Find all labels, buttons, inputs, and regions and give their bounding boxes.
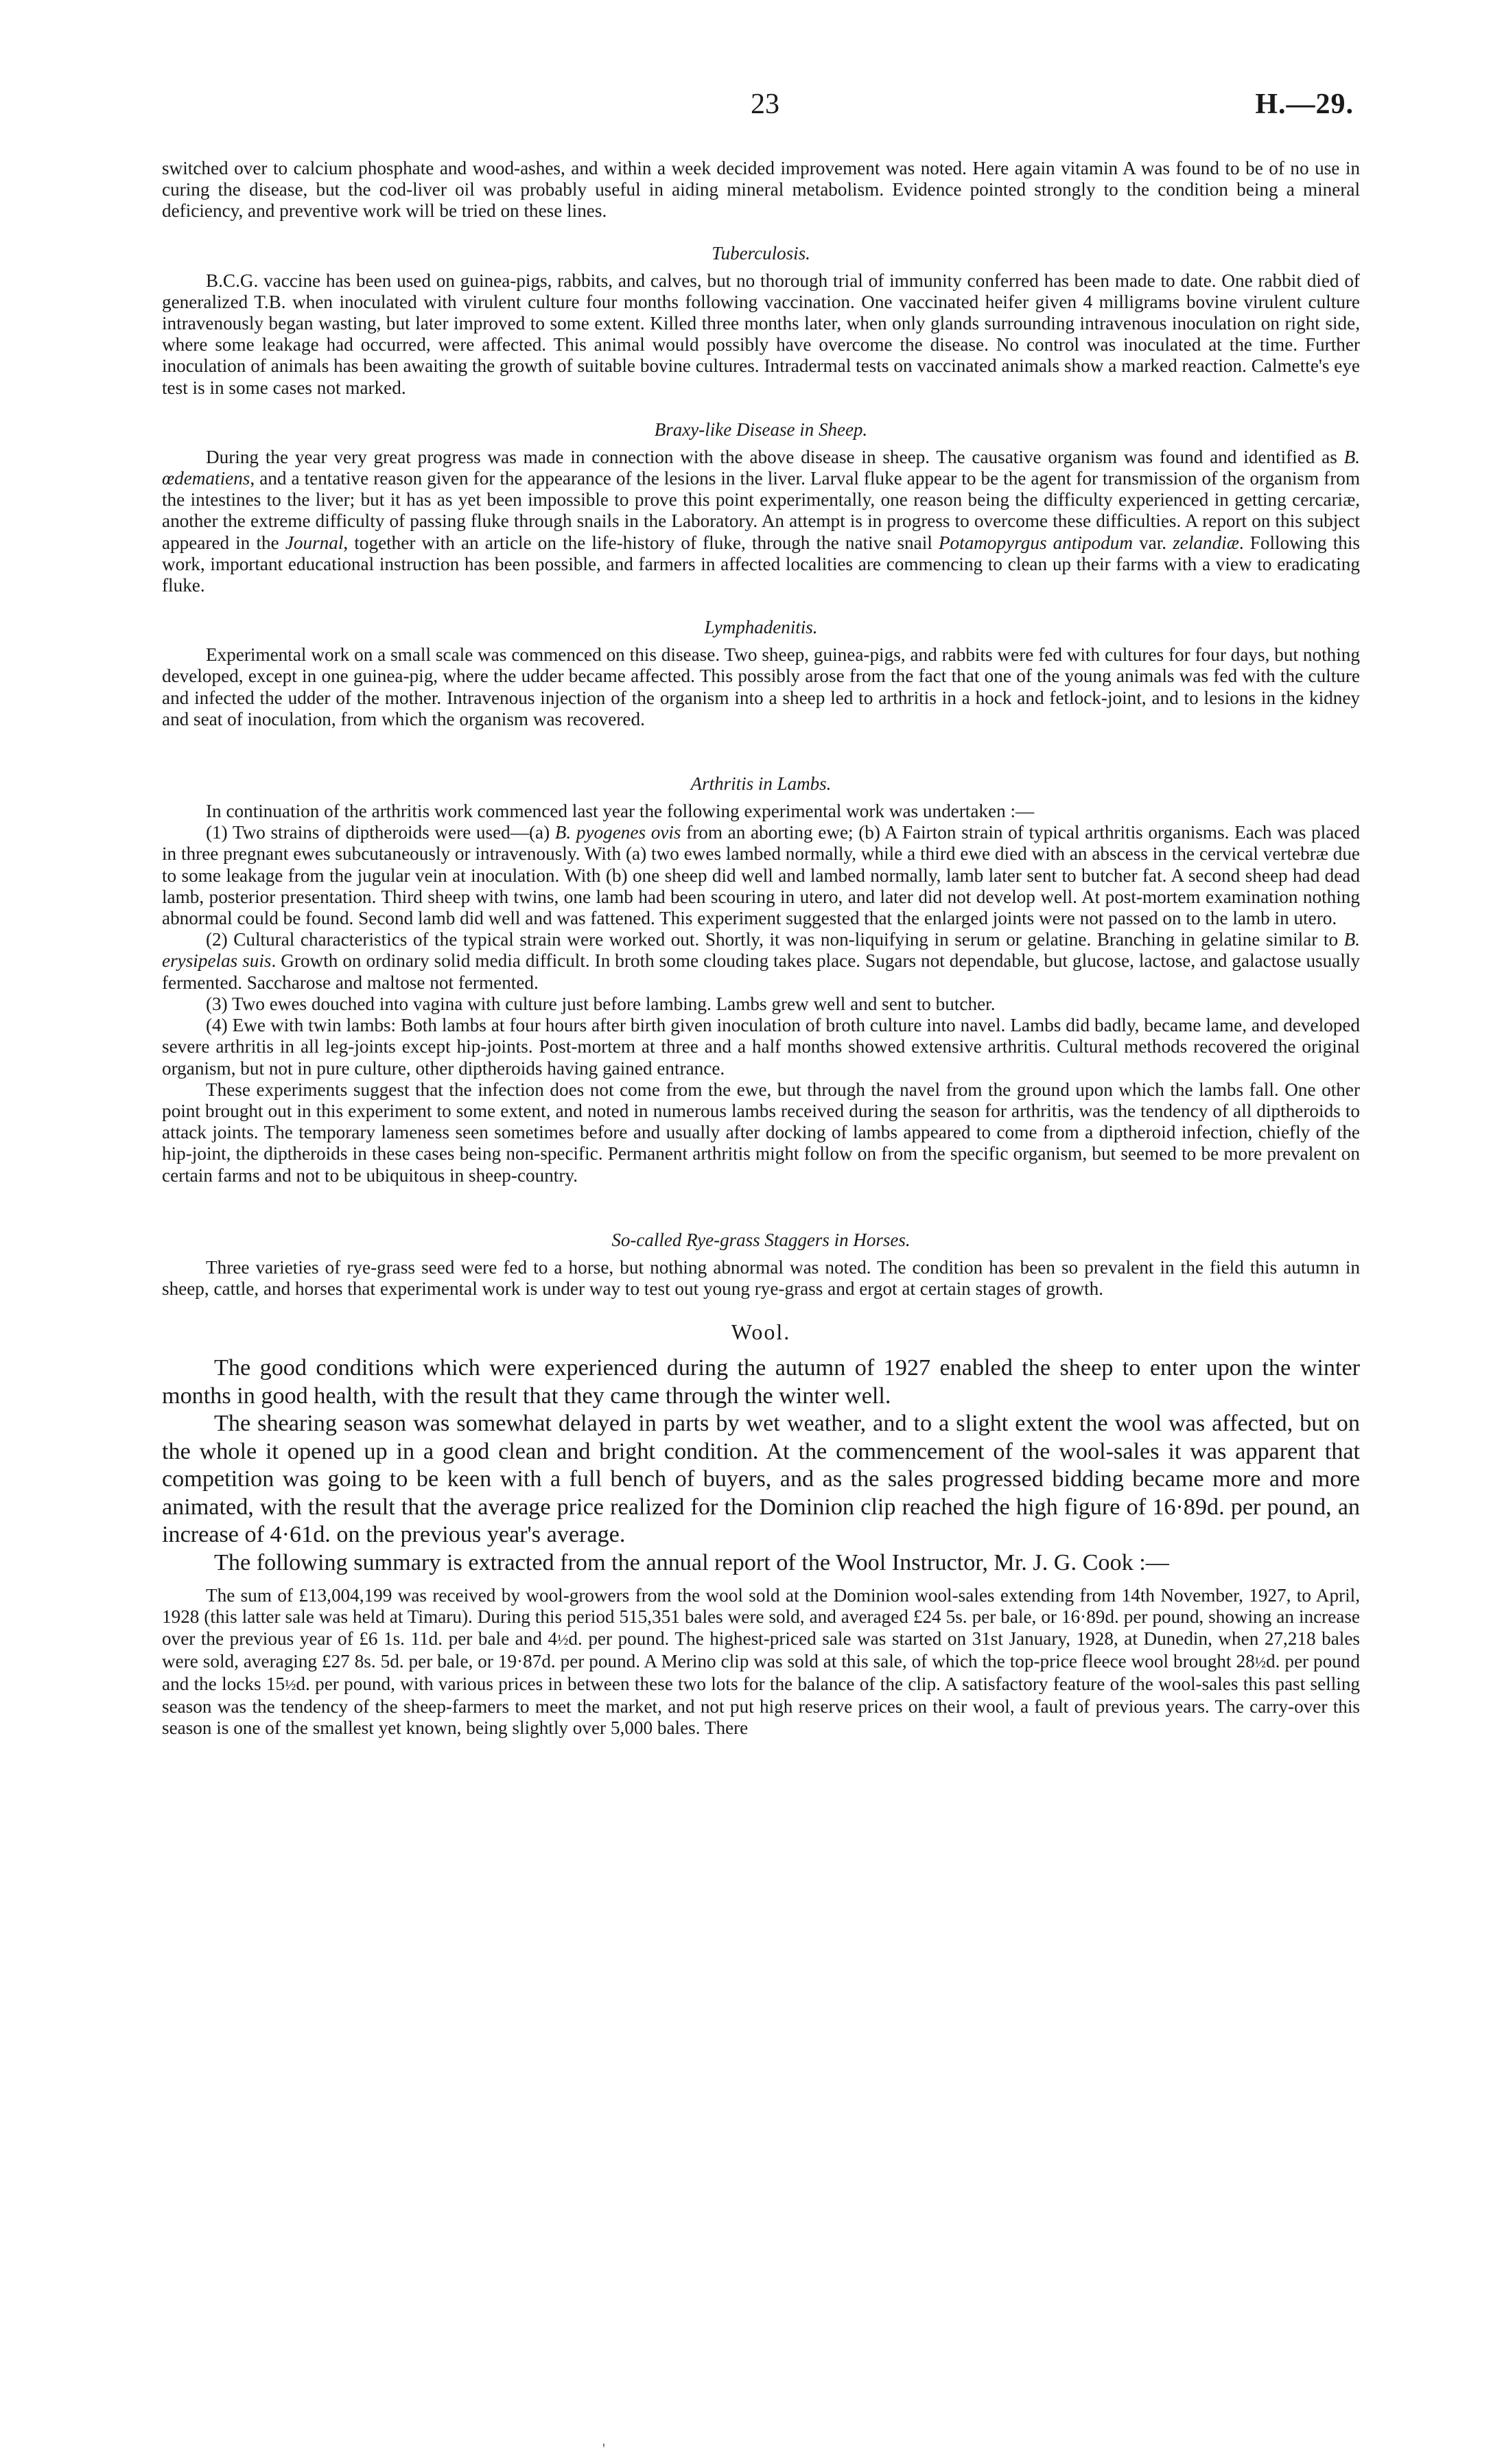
arthritis-section [162, 801, 1360, 1186]
summary-text-b: d. per pound. The highest-priced sale was started on 31st January, 1928, at Dunedin, when 27,218 bales were sold, averaging £27 8s. 5d. per bale, or 19·87d. per pound. A Merino clip was sold at this sale, of which the top-price fleece wool brought 28 [162, 1628, 1361, 1671]
wool-summary-paragraph [162, 1585, 1360, 1739]
wool-paragraph-3: The following summary is extracted from the annual report of the Wool Instructor, Mr. J. G. Cook :— [214, 1549, 1169, 1575]
footer-mark: ' [602, 2440, 605, 2457]
braxy-variety: zelandiæ [1173, 532, 1239, 553]
item2-text-c: . Growth on ordinary solid media difficult. In broth some clouding takes place. Sugars not dependable, but glucose, lactose, and galactose usually fermented. Saccharose and maltose not fermented. [162, 950, 1360, 993]
fraction-half-1: ½ [557, 1631, 569, 1648]
item2-organism: B. erysipelas suis [162, 929, 1360, 972]
wool-paragraph-2: The shearing season was somewhat delayed in parts by wet weather, and to a slight extent the wool was affected, but on the whole it opened up in a good clean and bright condition. At the commencement of the wool-sales it was apparent that competition was going to be keen with a full bench of buyers, and as the sales progressed bidding became more and more animated, with the result that the average price realized for the Dominion clip reached the high figure of 16·89d. per pound, an increase of 4·61d. on the previous year's average. [162, 1411, 1360, 1548]
page-number: 23 [751, 89, 779, 120]
heading-wool: Wool. [731, 1319, 791, 1345]
tuberculosis-section [162, 270, 1360, 399]
summary-text-c: d. per pound and the locks 15 [162, 1650, 1360, 1694]
braxy-text-c: , together with an article on the life-history of fluke, through the native snail [343, 532, 939, 553]
ryegrass-paragraph: Three varieties of rye-grass seed were fed to a horse, but nothing abnormal was noted. The condition has been so prevalent in the field this autumn in sheep, cattle, and horses that experimental work is under way to test out young rye-grass and ergot at certain stages of growth. [162, 1256, 1360, 1299]
braxy-text-d: var. [1132, 532, 1173, 553]
heading-braxy: Braxy-like Disease in Sheep. [654, 419, 868, 440]
intro-section [162, 158, 1360, 222]
arthritis-item-4: (4) Ewe with twin lambs: Both lambs at four hours after birth given inoculation of broth culture into navel. Lambs did badly, became lame, and developed severe arthritis in all leg-joints except hip-joints. Post-mortem at three and a half months showed extensive arthritis. Cultural methods recovered the original organism, but not in pure culture, other diptheroids having gained entrance. [162, 1015, 1360, 1079]
report-reference: H.—29. [1255, 89, 1354, 120]
lymphadenitis-section [162, 644, 1360, 730]
heading-lymphadenitis: Lymphadenitis. [704, 617, 818, 638]
summary-text-a: The sum of £13,004,199 was received by wool-growers from the wool sold at the Dominion wool-sales extending from 14th November, 1927, to April, 1928 (this latter sale was held at Timaru). During this period 515,351 bales were sold, and averaged £24 5s. per bale, or 16·89d. per pound, showing an increase over the previous year of £6 1s. 11d. per bale and 4 [162, 1585, 1360, 1649]
item1-text-c: from an aborting ewe; (b) A Fairton strain of typical arthritis organisms. Each was placed in three pregnant ewes subcutaneously or intravenously. With (a) two ewes lambed normally, while a third ewe died with an abscess in the cervical vertebræ due to some leakage from the jugular vein at inoculation. With (b) one sheep did well and lambed normally, lamb later sent to butcher fat. A second sheep had dead lamb, posterior presentation. Third sheep with twins, one lamb had been scouring in utero, and later did not develop well. At post-mortem examination nothing abnormal could be found. Second lamb did well and was fattened. This experiment suggested that the enlarged joints were not passed on to the lamb in utero. [162, 822, 1360, 929]
wool-section [162, 1354, 1360, 1577]
arthritis-conclusion: These experiments suggest that the infection does not come from the ewe, but through the navel from the ground upon which the lambs fall. One other point brought out in this experiment to some extent, and noted in numerous lambs received during the season for arthritis, was the tendency of all diptheroids to attack joints. The temporary lameness seen sometimes before and usually after docking of lambs appeared to come from a diptheroid infection, chiefly of the hip-joint, the diptheroids in these cases being non-specific. Permanent arthritis might follow on from the specific organism, but seemed to be more prevalent on certain farms and not to be ubiquitous in sheep-country. [162, 1079, 1360, 1186]
tuberculosis-paragraph: B.C.G. vaccine has been used on guinea-pigs, rabbits, and calves, but no thorough trial of immunity conferred has been made to date. One rabbit died of generalized T.B. when inoculated with virulent culture four months following vaccination. One vaccinated heifer given 4 milligrams bovine virulent culture intravenously began wasting, but later improved to some extent. Killed three months later, when only glands surrounding intravenous inoculation on right side, where some leakage had occurred, were affected. This animal would possibly have overcome the disease. No control was inoculated at the time. Further inoculation of animals has been awaiting the growth of suitable bovine cultures. Intradermal tests on vaccinated animals show a marked reaction. Calmette's eye test is in some cases not marked. [162, 270, 1360, 398]
intro-paragraph: switched over to calcium phosphate and wood-ashes, and within a week decided improvement was noted. Here again vitamin A was found to be of no use in curing the disease, but the cod-liver oil was probably useful in aiding mineral metabolism. Evidence pointed strongly to the condition being a mineral deficiency, and preventive work will be tried on these lines. [162, 158, 1360, 222]
page-body [162, 158, 1360, 1739]
lymphadenitis-paragraph: Experimental work on a small scale was commenced on this disease. Two sheep, guinea-pigs, and rabbits were fed with cultures for four days, but nothing developed, except in one guinea-pig, where the udder became affected. This possibly arose from the fact that one of the young animals was fed with the culture and infected the udder of the mother. Intravenous injection of the organism into a sheep led to arthritis in a hock and fetlock-joint, and to lesions in the kidney and seat of inoculation, from which the organism was recovered. [162, 644, 1360, 729]
heading-arthritis: Arthritis in Lambs. [690, 773, 832, 795]
wool-paragraph-1: The good conditions which were experienced during the autumn of 1927 enabled the sheep to enter upon the winter months in good health, with the result that they came through the winter well. [162, 1355, 1360, 1409]
item1-organism: B. pyogenes ovis [554, 822, 681, 843]
arthritis-intro: In continuation of the arthritis work commenced last year the following experimental work was undertaken :— [206, 801, 1035, 822]
braxy-journal: Journal [285, 532, 344, 553]
arthritis-item-3: (3) Two ewes douched into vagina with culture just before lambing. Lambs grew well and sent to butcher. [206, 993, 996, 1014]
wool-summary-section [162, 1585, 1360, 1739]
item2-text-a: (2) Cultural characteristics of the typical strain were worked out. Shortly, it was non-liquifying in serum or gelatine. Branching in gelatine similar to [206, 929, 1344, 950]
braxy-organism: B. œdematiens [162, 446, 1360, 489]
heading-tuberculosis: Tuberculosis. [712, 242, 810, 263]
fraction-half-2: ½ [1254, 1654, 1267, 1671]
heading-ryegrass: So-called Rye-grass Staggers in Horses. [611, 1229, 911, 1250]
braxy-text-e: . Following this work, important educational instruction has been possible, and farmers in affected localities are commencing to clean up their farms with a view to eradicating fluke. [162, 532, 1360, 596]
arthritis-item-1 [162, 822, 1360, 929]
braxy-section [162, 447, 1360, 596]
summary-text-d: d. per pound, with various prices in between these two lots for the balance of the clip. A satisfactory feature of the wool-sales this past selling season was the tendency of the sheep-farmers to meet the market, and not put high reserve prices on their wool, a fault of previous years. The carry-over this season is one of the smallest yet known, being slightly over 5,000 bales. There [162, 1673, 1361, 1739]
arthritis-item-2 [162, 929, 1360, 994]
braxy-snail: Potamopyrgus antipodum [938, 532, 1133, 553]
braxy-text-b: , and a tentative reason given for the appearance of the lesions in the liver. Larval fluke appear to be the agent for transmission of the organism from the intestines to the liver; but it has as yet been impossible to prove this point experimentally, one reason being the difficulty experienced in getting cercariæ, another the extreme difficulty of passing fluke through snails in the Laboratory. An attempt is in progress to overcome these difficulties. A report on this subject appeared in the [162, 468, 1360, 553]
item1-text-a: (1) Two strains of diptheroids were used—(a) [206, 822, 555, 843]
braxy-paragraph [162, 447, 1360, 596]
braxy-text-a: During the year very great progress was made in connection with the above disease in sheep. The causative organism was found and identified as [206, 446, 1344, 467]
fraction-half-3: ½ [285, 1676, 296, 1693]
ryegrass-section [162, 1257, 1360, 1300]
